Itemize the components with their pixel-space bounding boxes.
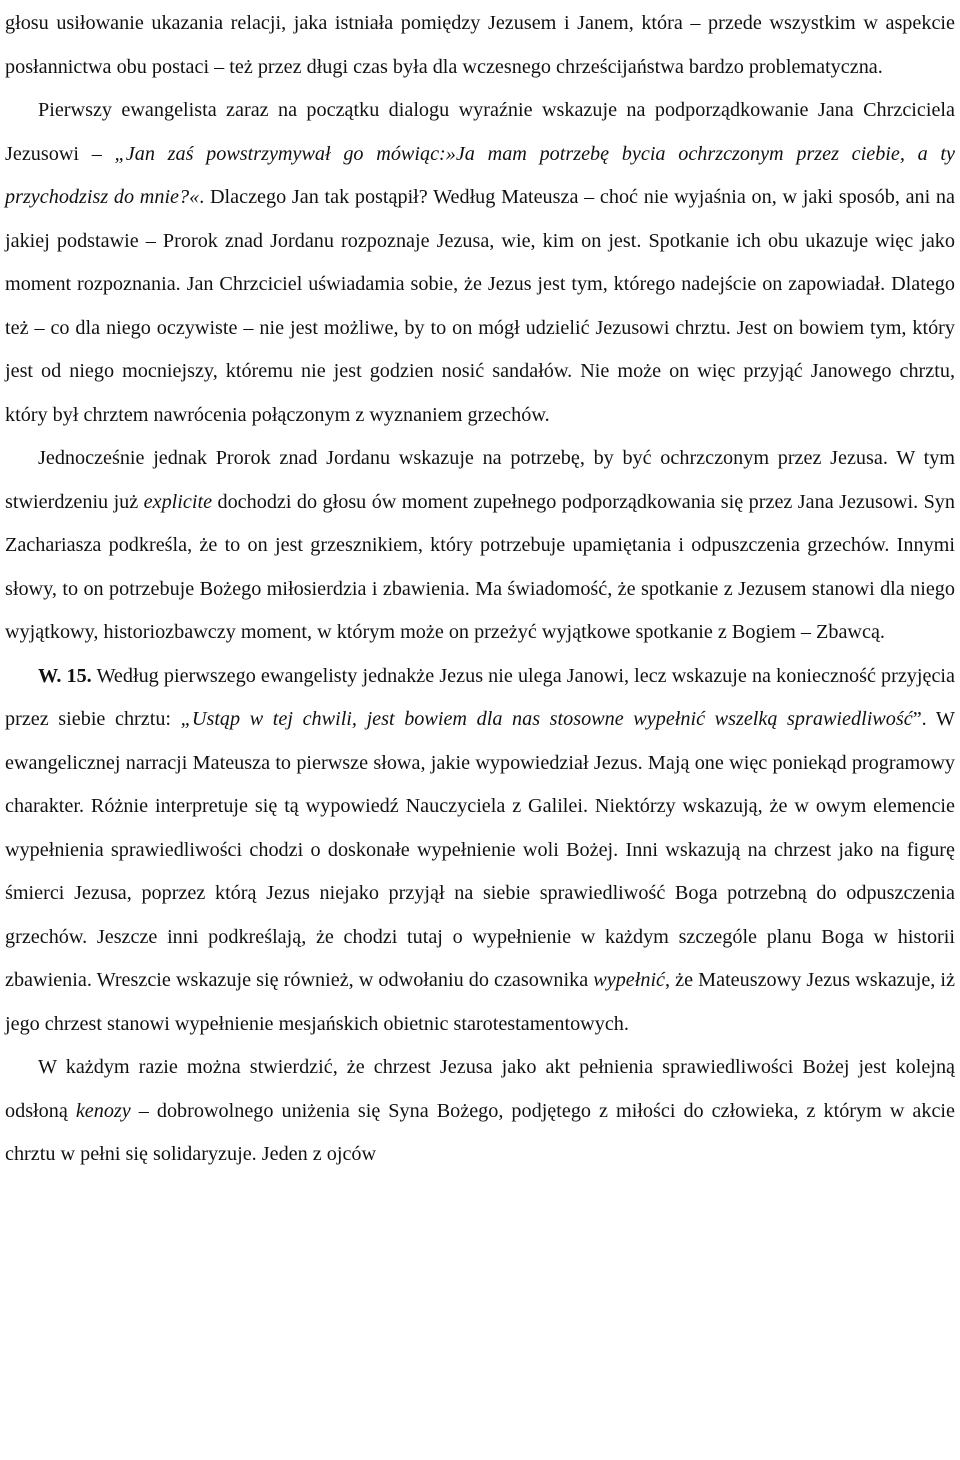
text-span: dochodzi do głosu ów moment zupełnego podporządkowania się przez Jana Jezusowi. Syn Zachariasza podkreśla, że to on jest grzesznikiem, który potrzebuje upamiętania i odpuszczenia grzechów. Innymi słowy, to on potrzebuje Bożego miłosierdzia i zbawienia. Ma świadomość, że spotkanie z Jezusem stanowi dla niego wyjątkowy, historiozbawczy moment, w którym może on przeżyć wyjątkowe spotkanie z Bogiem – Zbawcą. — [5, 490, 955, 643]
text-span: głosu usiłowanie ukazania relacji, jaka istniała pomiędzy Jezusem i Janem, która – przede wszystkim w aspekcie posłannictwa obu postaci – też przez długi czas była dla wczesnego chrześcijaństwa bardzo problematyczna. — [5, 12, 955, 78]
text-span: – dobrowolnego uniżenia się Syna Bożego, podjętego z miłości do człowieka, z którym w akcie chrztu w pełni się solidaryzuje. Jeden z ojców — [5, 1099, 955, 1165]
paragraph-dialogue — [5, 89, 955, 437]
italic-quote: „Ustąp w tej chwili, jest bowiem dla nas stosowne wypełnić wszelką sprawiedliwość — [180, 708, 913, 730]
text-span: , że Mateuszowy Jezus wskazuje, iż jego chrzest stanowi wypełnienie mesjańskich obietnic starotestamentowych. — [5, 969, 956, 1035]
italic-term: explicite — [143, 490, 213, 513]
paragraph-continuation — [5, 2, 955, 89]
text-span: ”. W ewangelicznej narracji Mateusza to pierwsze słowa, jakie wypowiedział Jezus. Mają one więc poniekąd programowy charakter. Różnie interpretuje się tą wypowiedź Nauczyciela z Galilei. Niektórzy wskazują, że w owym elemencie wypełnienia sprawiedliwości chodzi o doskonałe wypełnienie woli Bożej. Inni wskazują na chrzest jako na figurę śmierci Jezusa, poprzez którą Jezus niejako przyjął na siebie sprawiedliwość Boga potrzebną do odpuszczenia grzechów. Jeszcze inni podkreślają, że chodzi tutaj o wypełnienie w każdym szczególe planu Boga w historii zbawienia. Wreszcie wskazuje się również, w odwołaniu do czasownika — [5, 708, 955, 991]
text-span: Pierwszy ewangelista zaraz na początku dialogu wyraźnie wskazuje na podporządkowanie Jana Chrzciciela Jezusowi – — [5, 99, 955, 165]
italic-term: wypełnić — [593, 969, 666, 991]
text-span: Według pierwszego ewangelisty jednakże Jezus nie ulega Janowi, lecz wskazuje na konieczność przyjęcia przez siebie chrztu: — [5, 664, 955, 730]
italic-term: kenozy — [75, 1099, 131, 1122]
paragraph-verse-15 — [5, 655, 955, 1047]
paragraph-kenosis — [5, 1046, 955, 1177]
italic-quote: „Jan zaś powstrzymywał go mówiąc:»Ja mam potrzebę bycia ochrzczonym przez ciebie, a ty przychodzisz do mnie?« — [5, 142, 956, 208]
paragraph-submission — [5, 437, 955, 655]
text-span: . Dlaczego Jan tak postąpił? Według Mateusza – choć nie wyjaśnia on, w jaki sposób, ani na jakiej podstawie – Prorok znad Jordanu rozpoznaje Jezusa, wie, kim on jest. Spotkanie ich obu ukazuje więc jako moment rozpoznania. Jan Chrzciciel uświadamia sobie, że Jezus jest tym, którego nadejście on zapowiadał. Dlatego też – co dla niego oczywiste – nie jest możliwe, by to on mógł udzielić Jezusowi chrztu. Jest on bowiem tym, który jest od niego mocniejszy, któremu nie jest godzien nosić sandałów. Nie może on więc przyjąć Janowego chrztu, który był chrztem nawrócenia połączonym z wyznaniem grzechów. — [5, 186, 955, 426]
verse-label: W. 15. — [38, 664, 92, 687]
text-span: Jednocześnie jednak Prorok znad Jordanu wskazuje na potrzebę, by być ochrzczonym przez Jezusa. W tym stwierdzeniu już — [5, 447, 955, 513]
document-page — [5, 2, 955, 1177]
text-span: W każdym razie można stwierdzić, że chrzest Jezusa jako akt pełnienia sprawiedliwości Bożej jest kolejną odsłoną — [5, 1056, 955, 1122]
